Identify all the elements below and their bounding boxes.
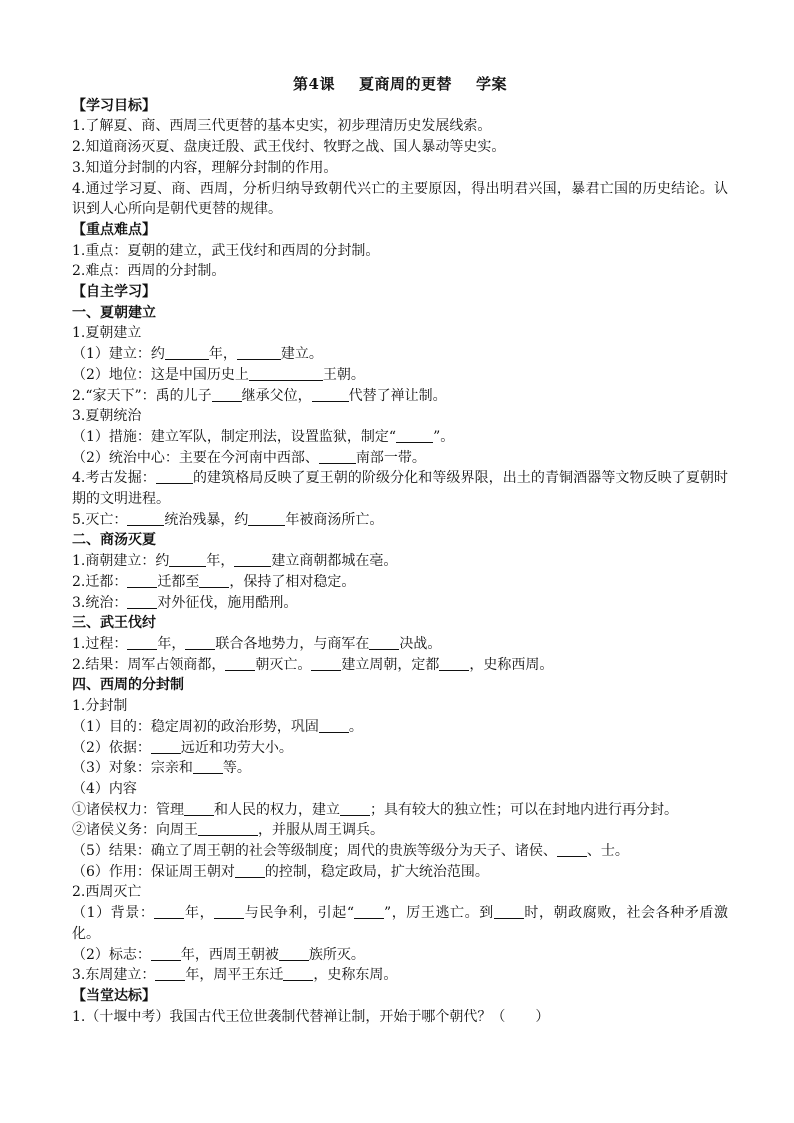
question-1: 1.（十堰中考）我国古代王位世袭制代替禅让制，开始于哪个朝代？（ ） bbox=[72, 1008, 550, 1025]
part-4-heading: 四、西周的分封制 bbox=[72, 677, 184, 694]
fill-blank[interactable] bbox=[311, 656, 341, 671]
item-4-2: 2.西周灭亡 bbox=[72, 884, 142, 901]
section-in-class-check: 【当堂达标】 bbox=[72, 987, 156, 1004]
goal-4: 4.通过学习夏、商、西周，分析归纳导致朝代兴亡的主要原因，得出明君兴国，暴君亡国的历史结论。认识到人心所向是朝代更替的规律。 bbox=[72, 180, 728, 218]
item-4-3: 3.东周建立： 年，周平王东迁 ，史称东周。 bbox=[72, 967, 398, 984]
goal-2: 2.知道商汤灭夏、盘庚迁殷、武王伐纣、牧野之战、国人暴动等史实。 bbox=[72, 139, 506, 156]
item-1-1: 1.夏朝建立 bbox=[72, 325, 142, 342]
item-1-3a: （1）措施：建立军队，制定刑法，设置监狱，制定“ ”。 bbox=[72, 428, 455, 445]
fill-blank[interactable] bbox=[127, 594, 157, 609]
item-4-1h: （6）作用：保证周王朝对 的控制，稳定政局，扩大统治范围。 bbox=[72, 863, 489, 880]
fill-blank[interactable] bbox=[439, 656, 469, 671]
key-point-1: 1.重点：夏朝的建立，武王伐纣和西周的分封制。 bbox=[72, 242, 380, 259]
part-1-heading: 一、夏朝建立 bbox=[72, 304, 156, 321]
item-2-1: 1.商朝建立：约 年， 建立商朝都城在亳。 bbox=[72, 553, 398, 570]
item-1-4: 4.考古发掘： 的建筑格局反映了夏王朝的阶级分化和等级界限，出土的青铜酒器等文物反映了夏朝时期的文明进程。 bbox=[72, 470, 729, 508]
fill-blank[interactable] bbox=[494, 904, 524, 919]
item-4-1f: ②诸侯义务：向周王 ，并服从周王调兵。 bbox=[72, 822, 384, 839]
title-lesson-number: 第4课 bbox=[293, 75, 335, 93]
fill-blank[interactable] bbox=[154, 904, 184, 919]
fill-blank[interactable] bbox=[312, 387, 349, 402]
fill-blank[interactable] bbox=[283, 966, 313, 981]
fill-blank[interactable] bbox=[354, 904, 384, 919]
fill-blank[interactable] bbox=[151, 946, 181, 961]
key-point-2: 2.难点：西周的分封制。 bbox=[72, 263, 226, 280]
fill-blank[interactable] bbox=[557, 842, 587, 857]
fill-blank[interactable] bbox=[185, 635, 215, 650]
item-4-1a: （1）目的：稳定周初的政治形势，巩固 。 bbox=[72, 718, 363, 735]
fill-blank[interactable] bbox=[225, 656, 255, 671]
fill-blank[interactable] bbox=[249, 366, 323, 381]
item-4-1g: （5）结果：确立了周王朝的社会等级制度；周代的贵族等级分为天子、诸侯、 、士。 bbox=[72, 843, 629, 860]
part-2-heading: 二、商汤灭夏 bbox=[72, 532, 156, 549]
item-3-1: 1.过程： 年， 联合各地势力，与商军在 决战。 bbox=[72, 635, 442, 652]
item-4-1d: （4）内容 bbox=[72, 780, 137, 797]
fill-blank[interactable] bbox=[127, 635, 157, 650]
title-lesson-name: 夏商周的更替 bbox=[358, 75, 452, 93]
fill-blank[interactable] bbox=[127, 573, 157, 588]
item-2-3: 3.统治： 对外征伐，施用酷刑。 bbox=[72, 594, 298, 611]
fill-blank[interactable] bbox=[198, 821, 258, 836]
item-1-2: 2.“家天下”：禹的儿子 继承父位， 代替了禅让制。 bbox=[72, 387, 447, 404]
fill-blank[interactable] bbox=[237, 345, 281, 360]
item-1-5: 5.灭亡： 统治残暴，约 年被商汤所亡。 bbox=[72, 511, 384, 528]
fill-blank[interactable] bbox=[234, 552, 271, 567]
fill-blank[interactable] bbox=[319, 718, 349, 733]
item-4-1c: （3）对象：宗亲和 等。 bbox=[72, 760, 251, 777]
fill-blank[interactable] bbox=[214, 904, 244, 919]
item-1-1b: （2）地位：这是中国历史上 王朝。 bbox=[72, 366, 365, 383]
section-learning-goals: 【学习目标】 bbox=[72, 97, 156, 114]
fill-blank[interactable] bbox=[279, 946, 309, 961]
fill-blank[interactable] bbox=[248, 511, 285, 526]
item-4-1b: （2）依据： 远近和功劳大小。 bbox=[72, 739, 293, 756]
item-3-2: 2.结果：周军占领商都， 朝灭亡。 建立周朝，定都 ，史称西周。 bbox=[72, 656, 554, 673]
fill-blank[interactable] bbox=[169, 552, 206, 567]
item-1-3: 3.夏朝统治 bbox=[72, 408, 142, 425]
fill-blank[interactable] bbox=[165, 345, 209, 360]
fill-blank[interactable] bbox=[127, 511, 164, 526]
worksheet-page bbox=[72, 74, 728, 1027]
item-4-2b: （2）标志： 年，西周王朝被 族所灭。 bbox=[72, 946, 365, 963]
fill-blank[interactable] bbox=[396, 428, 433, 443]
section-key-points: 【重点难点】 bbox=[72, 221, 156, 238]
fill-blank[interactable] bbox=[156, 469, 193, 484]
item-1-1a: （1）建立：约 年， 建立。 bbox=[72, 346, 323, 363]
item-4-1: 1.分封制 bbox=[72, 698, 128, 715]
fill-blank[interactable] bbox=[151, 739, 181, 754]
item-1-3b: （2）统治中心：主要在今河南中西部、 南部一带。 bbox=[72, 449, 426, 466]
fill-blank[interactable] bbox=[369, 635, 399, 650]
goal-3: 3.知道分封制的内容，理解分封制的作用。 bbox=[72, 159, 338, 176]
fill-blank[interactable] bbox=[319, 449, 356, 464]
fill-blank[interactable] bbox=[235, 863, 265, 878]
item-2-2: 2.迁都： 迁都至 ，保持了相对稳定。 bbox=[72, 573, 356, 590]
fill-blank[interactable] bbox=[340, 801, 370, 816]
goal-1: 1.了解夏、商、西周三代更替的基本史实，初步理清历史发展线索。 bbox=[72, 118, 492, 135]
fill-blank[interactable] bbox=[193, 759, 223, 774]
section-self-study: 【自主学习】 bbox=[72, 284, 156, 301]
fill-blank[interactable] bbox=[184, 801, 214, 816]
fill-blank[interactable] bbox=[199, 573, 229, 588]
part-3-heading: 三、武王伐纣 bbox=[72, 615, 156, 632]
item-4-1e: ①诸侯权力：管理 和人民的权力，建立 ；具有较大的独立性；可以在封地内进行再分封。 bbox=[72, 801, 678, 818]
fill-blank[interactable] bbox=[155, 966, 185, 981]
fill-blank[interactable] bbox=[212, 387, 242, 402]
item-4-2a: （1）背景： 年， 与民争利，引起“ ”，厉王逃亡。到 时，朝政腐败，社会各种矛盾激化。 bbox=[72, 905, 728, 942]
title-doc-type: 学案 bbox=[475, 75, 507, 93]
page-title bbox=[72, 74, 728, 95]
